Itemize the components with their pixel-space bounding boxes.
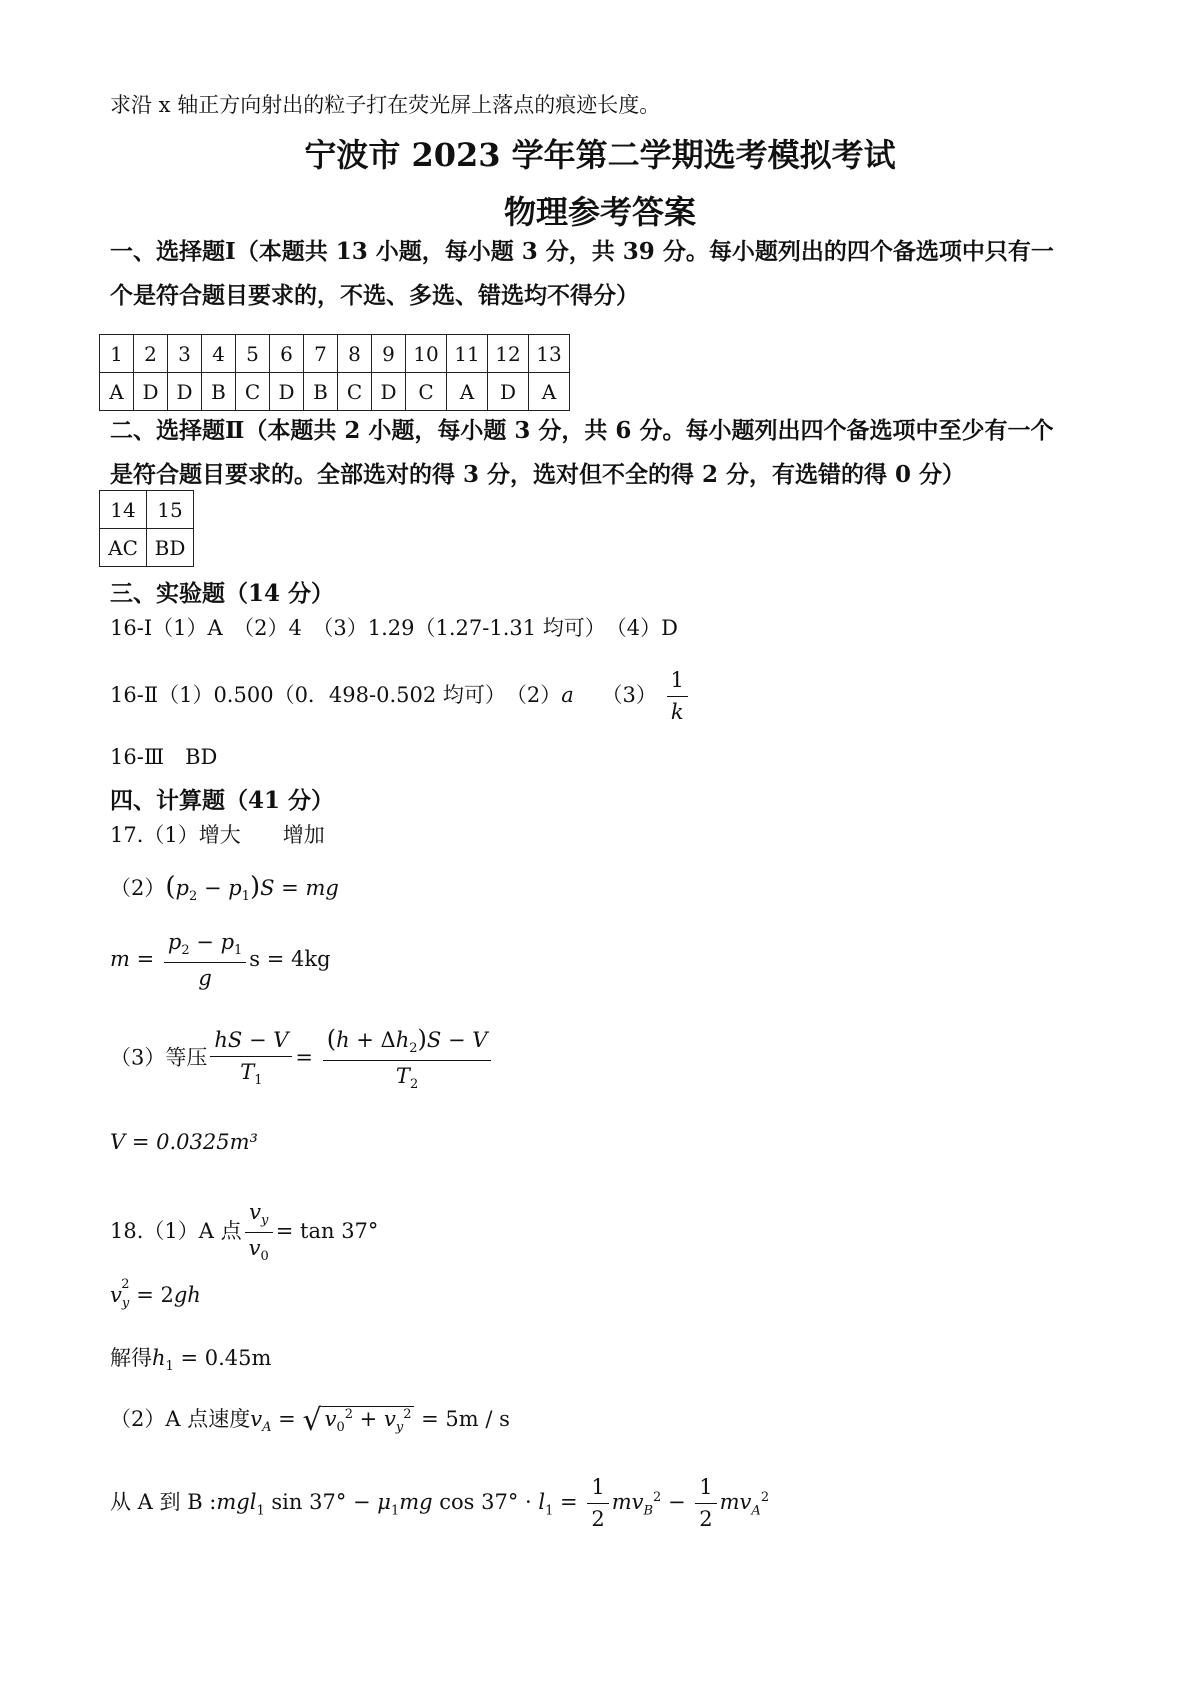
q18-2-velocity: （2）A 点速度$v_A$ = √ $v_0^2 + v_y^2 = 5m / s$ bbox=[110, 1403, 510, 1438]
answer-cell: B bbox=[304, 373, 338, 411]
section1-heading-line1: 一、选择题Ⅰ（本题共 13 小题，每小题 3 分，共 39 分。每小题列出的四个备选项中只有一 bbox=[110, 238, 1054, 265]
answer-cell: 1 bbox=[100, 335, 134, 373]
q16-3-answer: 16-Ⅲ BD bbox=[110, 745, 218, 769]
answer-cell: BD bbox=[147, 529, 194, 567]
answer-cell: D bbox=[372, 373, 406, 411]
section2-answer-table bbox=[99, 490, 194, 567]
q17-1-answer: 17.（1）增大 增加 bbox=[110, 823, 325, 847]
q18-1-equation: 18.（1）A 点 $\frac{v_y}{v_0}$ = tan 37° bbox=[110, 1200, 379, 1264]
question-number-row bbox=[100, 491, 194, 529]
answer-cell: 13 bbox=[529, 335, 570, 373]
answer-cell: D bbox=[134, 373, 168, 411]
answer-cell: 9 bbox=[372, 335, 406, 373]
answer-cell: 12 bbox=[488, 335, 529, 373]
section4-heading: 四、计算题（41 分） bbox=[110, 787, 335, 814]
q16-2-mid: （3） bbox=[601, 683, 657, 708]
q18-vy-equation: $v_y^2 = 2gh$ bbox=[110, 1277, 201, 1312]
section2-heading bbox=[110, 409, 1100, 497]
answer-cell: 6 bbox=[270, 335, 304, 373]
answer-cell: B bbox=[202, 373, 236, 411]
answer-cell: 10 bbox=[406, 335, 447, 373]
section1-heading-line2: 个是符合题目要求的，不选、多选、错选均不得分） bbox=[110, 282, 639, 309]
q17-3-equation: （3）等压 $\frac{hS - V}{T_1}$ = $\frac{(h + \Delta h_2)S - V}{T_2}$ bbox=[110, 1025, 494, 1093]
section1-heading bbox=[110, 230, 1100, 318]
answer-cell: A bbox=[100, 373, 134, 411]
answer-cell: 15 bbox=[147, 491, 194, 529]
q16-2-answer bbox=[110, 668, 691, 725]
q17-2-equation: $(2)(p_2 - p_1)S$ = mg bbox=[110, 872, 339, 905]
answer-subtitle: 物理参考答案 bbox=[503, 193, 696, 231]
q17-3-result bbox=[110, 1130, 258, 1155]
answer-cell: 14 bbox=[100, 491, 147, 529]
answer-cell: 2 bbox=[134, 335, 168, 373]
answer-cell: D bbox=[488, 373, 529, 411]
q18-solve-h: 解得$h_1 = 0.45m$ bbox=[110, 1346, 272, 1375]
section2-heading-line1: 二、选择题Ⅱ（本题共 2 小题，每小题 3 分，共 6 分。每小题列出四个备选项中至少有一个 bbox=[110, 417, 1054, 444]
answer-cell: C bbox=[236, 373, 270, 411]
q18-energy-equation: 从 A 到 B :mgl$_1$ $\sin 37^\circ - \mu_1mg$ $\cos 37^\circ \cdot l_1$ = $\frac{1}{2}$ $mv_B^2$ − $\frac{1}{2}$ $mv_A^2$ bbox=[110, 1475, 770, 1532]
continued-question-line: 求沿 x 轴正方向射出的粒子打在荧光屏上落点的痕迹长度。 bbox=[110, 93, 661, 117]
answer-cell: C bbox=[338, 373, 372, 411]
q17-3-result-text: V = 0.0325m³ bbox=[110, 1130, 258, 1154]
answer-cell: 8 bbox=[338, 335, 372, 373]
q16-2-prefix: 16-Ⅱ（1）0.500（0．498-0.502 均可） （2） bbox=[110, 683, 562, 708]
q17-2-mass: m = $\frac{p_2 - p_1}{g}$ s = 4kg bbox=[110, 930, 331, 990]
one-over-k-fraction: $\frac{1}{k}$ bbox=[667, 668, 688, 725]
answer-cell: AC bbox=[100, 529, 147, 567]
question-number-row bbox=[100, 335, 570, 373]
answer-cell: D bbox=[168, 373, 202, 411]
q16-2-a: a bbox=[561, 683, 574, 708]
section2-heading-line2: 是符合题目要求的。全部选对的得 3 分，选对但不全的得 2 分，有选错的得 0 分） bbox=[110, 461, 966, 488]
answer-cell: 3 bbox=[168, 335, 202, 373]
section3-heading: 三、实验题（14 分） bbox=[110, 580, 335, 607]
answer-cell: A bbox=[529, 373, 570, 411]
q16-1-answer: 16-Ⅰ（1）A （2）4 （3）1.29（1.27-1.31 均可） （4）D bbox=[110, 616, 678, 640]
exam-title: 宁波市 2023 学年第二学期选考模拟考试 bbox=[304, 136, 896, 174]
answer-cell: C bbox=[406, 373, 447, 411]
answer-cell: 4 bbox=[202, 335, 236, 373]
answer-cell: A bbox=[447, 373, 488, 411]
answer-cell: D bbox=[270, 373, 304, 411]
answer-cell: 7 bbox=[304, 335, 338, 373]
answer-row bbox=[100, 529, 194, 567]
answer-cell: 11 bbox=[447, 335, 488, 373]
section1-answer-table bbox=[99, 334, 570, 411]
answer-cell: 5 bbox=[236, 335, 270, 373]
answer-row bbox=[100, 373, 570, 411]
